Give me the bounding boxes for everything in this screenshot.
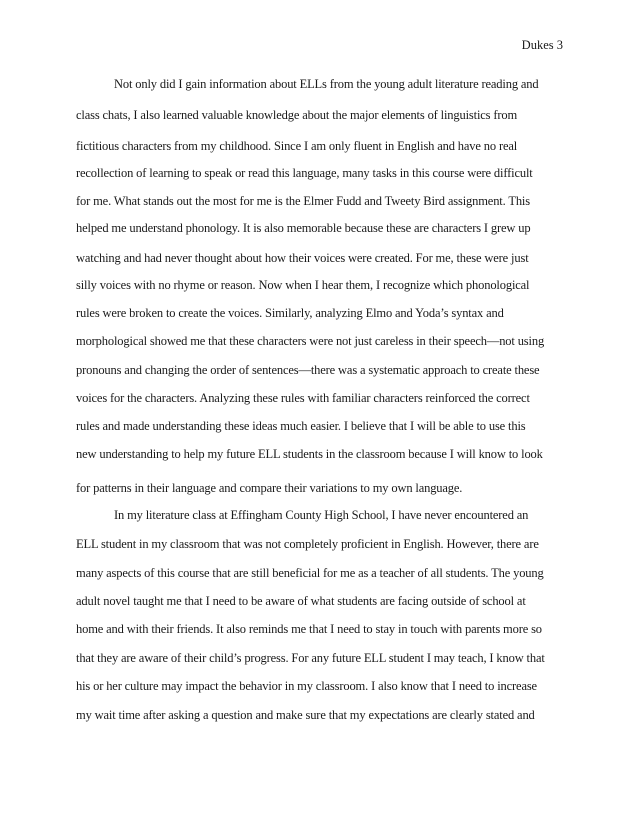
text-line: rules were broken to create the voices. Similarly, analyzing Elmo and Yoda’s syntax and <box>76 306 504 320</box>
text-line: his or her culture may impact the behavior in my classroom. I also know that I need to increase <box>76 679 537 693</box>
text-line: adult novel taught me that I need to be aware of what students are facing outside of school at <box>76 594 526 608</box>
text-line: helped me understand phonology. It is also memorable because these are characters I grew up <box>76 221 531 235</box>
text-line: for me. What stands out the most for me is the Elmer Fudd and Tweety Bird assignment. This <box>76 194 530 208</box>
text-line: voices for the characters. Analyzing these rules with familiar characters reinforced the correct <box>76 391 530 405</box>
running-head: Dukes 3 <box>521 38 563 52</box>
text-line: ELL student in my classroom that was not completely proficient in English. However, there are <box>76 537 539 551</box>
text-line: for patterns in their language and compare their variations to my own language. <box>76 481 463 495</box>
text-line: rules and made understanding these ideas much easier. I believe that I will be able to use this <box>76 419 526 433</box>
text-line: my wait time after asking a question and make sure that my expectations are clearly stated and <box>76 708 535 722</box>
text-line: class chats, I also learned valuable knowledge about the major elements of linguistics from <box>76 108 518 122</box>
text-line: pronouns and changing the order of sentences—there was a systematic approach to create these <box>76 363 540 377</box>
text-line: new understanding to help my future ELL students in the classroom because I will know to look <box>76 447 543 461</box>
text-line: fictitious characters from my childhood. Since I am only fluent in English and have no real <box>76 139 518 153</box>
text-line: In my literature class at Effingham County High School, I have never encountered an <box>114 508 529 522</box>
text-line: many aspects of this course that are still beneficial for me as a teacher of all students. The young <box>76 566 544 580</box>
text-line: home and with their friends. It also reminds me that I need to stay in touch with parents more so <box>76 622 542 636</box>
text-line: that they are aware of their child’s progress. For any future ELL student I may teach, I know that <box>76 651 545 665</box>
text-line: morphological showed me that these characters were not just careless in their speech—not using <box>76 334 545 348</box>
text-line: silly voices with no rhyme or reason. Now when I hear them, I recognize which phonological <box>76 278 530 292</box>
text-line: watching and had never thought about how their voices were created. For me, these were just <box>76 251 529 265</box>
text-line: Not only did I gain information about ELLs from the young adult literature reading and <box>114 77 539 91</box>
text-line: recollection of learning to speak or read this language, many tasks in this course were difficult <box>76 166 533 180</box>
